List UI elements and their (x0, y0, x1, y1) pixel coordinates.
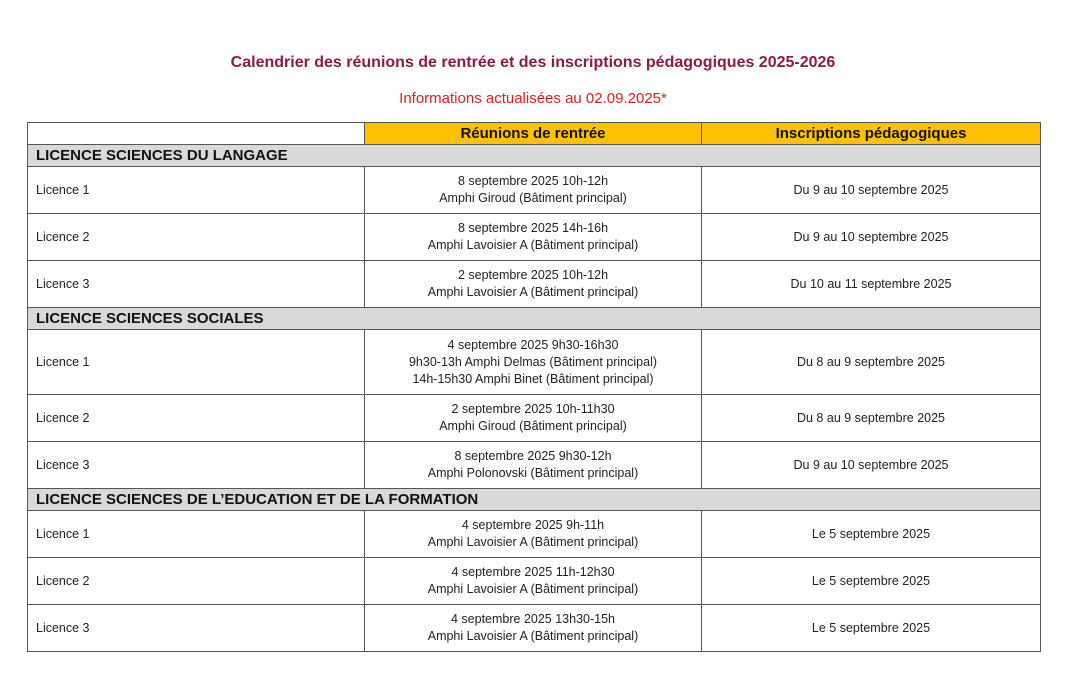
meeting-cell (365, 395, 702, 442)
meeting-cell (365, 167, 702, 214)
licence-level: Licence 1 (28, 511, 365, 558)
meeting-cell (365, 330, 702, 395)
section-title: LICENCE SCIENCES DE L’EDUCATION ET DE LA FORMATION (28, 489, 1041, 511)
meeting-line: Amphi Giroud (Bâtiment principal) (439, 191, 627, 205)
meeting-line: 8 septembre 2025 9h30-12h (454, 449, 612, 463)
meeting-line: Amphi Lavoisier A (Bâtiment principal) (427, 285, 639, 299)
meeting-line: 4 septembre 2025 9h-11h (461, 518, 605, 532)
table-row (28, 442, 1041, 489)
schedule-table (27, 122, 1041, 652)
header-meetings: Réunions de rentrée (365, 123, 702, 145)
table-row (28, 261, 1041, 308)
document-title: Calendrier des réunions de rentrée et des inscriptions pédagogiques 2025-2026 (230, 54, 836, 71)
inscription-dates: Du 9 au 10 septembre 2025 (702, 442, 1041, 489)
table-header-row (28, 123, 1041, 145)
licence-level: Licence 2 (28, 214, 365, 261)
licence-level: Licence 2 (28, 558, 365, 605)
header-inscriptions: Inscriptions pédagogiques (702, 123, 1041, 145)
meeting-line: 8 septembre 2025 10h-12h (457, 174, 609, 188)
section-row (28, 145, 1041, 167)
meeting-line: Amphi Lavoisier A (Bâtiment principal) (427, 582, 639, 596)
meeting-line: 9h30-13h Amphi Delmas (Bâtiment principal) (408, 354, 658, 369)
meeting-line: Amphi Giroud (Bâtiment principal) (439, 419, 627, 433)
inscription-dates: Du 9 au 10 septembre 2025 (702, 214, 1041, 261)
inscription-dates: Le 5 septembre 2025 (702, 558, 1041, 605)
section-title: LICENCE SCIENCES SOCIALES (28, 308, 1041, 330)
header-cell-empty (28, 123, 365, 145)
meeting-line: Amphi Lavoisier A (Bâtiment principal) (427, 535, 639, 549)
meeting-line: Amphi Lavoisier A (Bâtiment principal) (427, 238, 639, 252)
update-notice: Informations actualisées au 02.09.2025* (399, 90, 667, 107)
table-row (28, 605, 1041, 652)
inscription-dates: Le 5 septembre 2025 (702, 511, 1041, 558)
meeting-line: 2 septembre 2025 10h-11h30 (451, 402, 615, 416)
inscription-dates: Le 5 septembre 2025 (702, 605, 1041, 652)
meeting-line: 4 septembre 2025 13h30-15h (450, 612, 615, 626)
meeting-cell (365, 511, 702, 558)
meeting-line: Amphi Lavoisier A (Bâtiment principal) (427, 629, 639, 643)
table-row (28, 214, 1041, 261)
table-row (28, 558, 1041, 605)
meeting-line: 14h-15h30 Amphi Binet (Bâtiment principal) (412, 371, 654, 386)
meeting-cell (365, 442, 702, 489)
table-row (28, 395, 1041, 442)
licence-level: Licence 1 (28, 330, 365, 395)
table-body (28, 145, 1041, 652)
table-row (28, 167, 1041, 214)
section-row (28, 489, 1041, 511)
meeting-line: 4 septembre 2025 9h30-16h30 (447, 337, 619, 352)
inscription-dates: Du 9 au 10 septembre 2025 (702, 167, 1041, 214)
licence-level: Licence 3 (28, 261, 365, 308)
licence-level: Licence 1 (28, 167, 365, 214)
meeting-cell (365, 558, 702, 605)
meeting-line: Amphi Polonovski (Bâtiment principal) (427, 466, 639, 480)
meeting-cell (365, 605, 702, 652)
licence-level: Licence 3 (28, 442, 365, 489)
table-row (28, 511, 1041, 558)
meeting-cell (365, 214, 702, 261)
licence-level: Licence 3 (28, 605, 365, 652)
section-title: LICENCE SCIENCES DU LANGAGE (28, 145, 1041, 167)
meeting-line: 2 septembre 2025 10h-12h (457, 268, 609, 282)
section-row (28, 308, 1041, 330)
table-row (28, 330, 1041, 395)
inscription-dates: Du 8 au 9 septembre 2025 (702, 330, 1041, 395)
meeting-cell (365, 261, 702, 308)
licence-level: Licence 2 (28, 395, 365, 442)
meeting-line: 4 septembre 2025 11h-12h30 (451, 565, 615, 579)
meeting-line: 8 septembre 2025 14h-16h (457, 221, 609, 235)
inscription-dates: Du 10 au 11 septembre 2025 (702, 261, 1041, 308)
inscription-dates: Du 8 au 9 septembre 2025 (702, 395, 1041, 442)
